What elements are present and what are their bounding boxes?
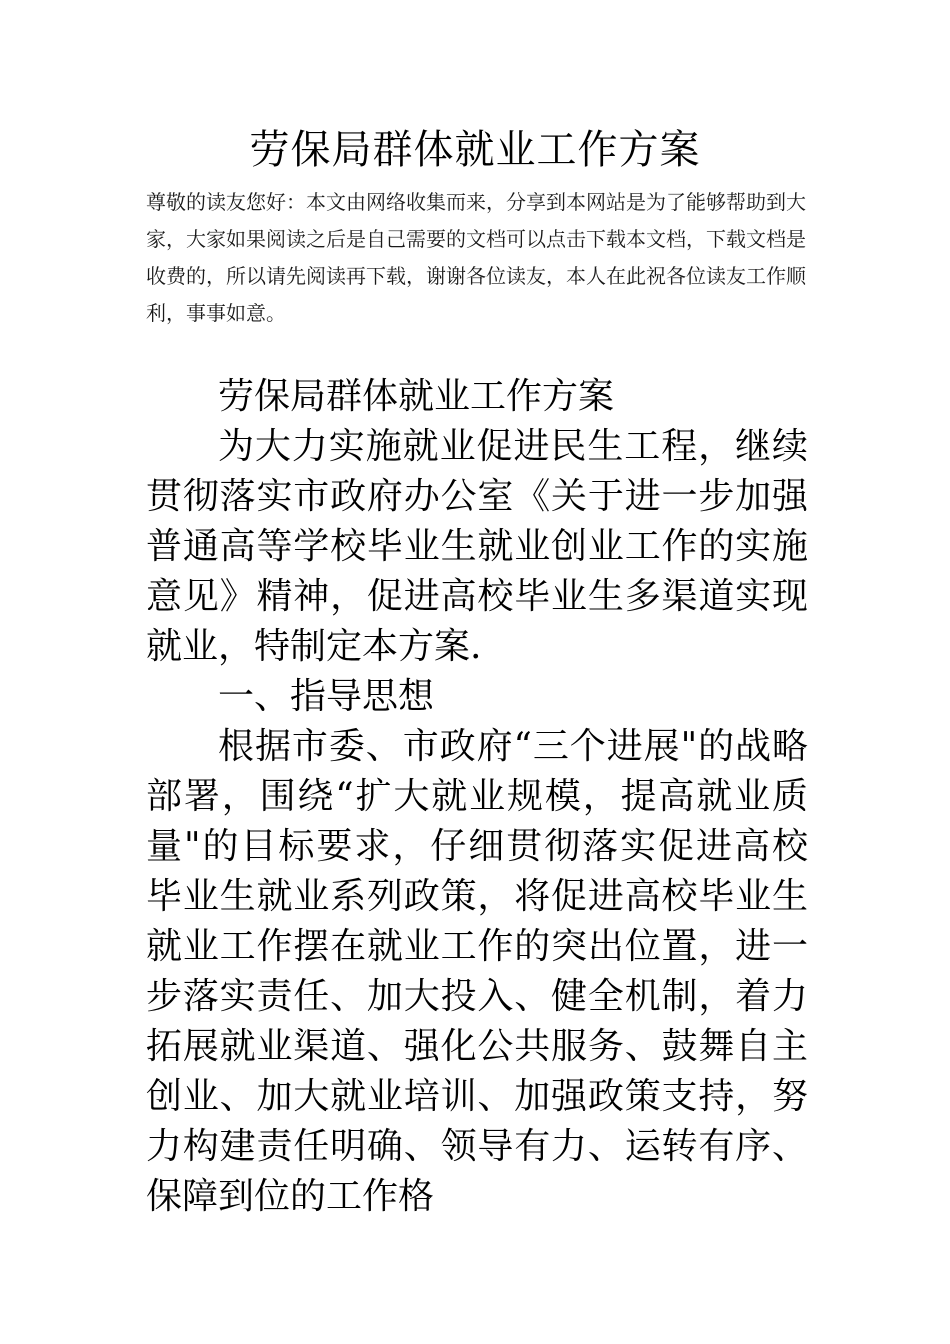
- intro-paragraph: 为大力实施就业促进民生工程，继续贯彻落实市政府办公室《关于进一步加强普通高等学校毕业生就业创业工作的实施意见》精神，促进高校毕业生多渠道实现就业，特制定本方案.: [146, 426, 808, 667]
- section-heading: 一、指导思想: [218, 676, 435, 717]
- document-title: 劳保局群体就业工作方案: [249, 127, 701, 173]
- guiding-thought-paragraph: 根据市委、市政府“三个进展"的战略部署，围绕“扩大就业规模，提高就业质量"的目标要求，仔细贯彻落实促进高校毕业生就业系列政策，将促进高校毕业生就业工作摆在就业工作的突出位置，进一步落实责任、加大投入、健全机制，着力拓展就业渠道、强化公共服务、鼓舞自主创业、加大就业培训、加强政策支持，努力构建责任明确、领导有力、运转有序、保障到位的工作格: [146, 726, 808, 1217]
- body-heading: 劳保局群体就业工作方案: [218, 376, 615, 417]
- document-body: [146, 372, 808, 1222]
- reader-notice: 尊敬的读友您好：本文由网络收集而来，分享到本网站是为了能够帮助到大家，大家如果阅读之后是自己需要的文档可以点击下载本文档，下载文档是收费的，所以请先阅读再下载，谢谢各位读友，本人在此祝各位读友工作顺利，事事如意。: [146, 190, 806, 325]
